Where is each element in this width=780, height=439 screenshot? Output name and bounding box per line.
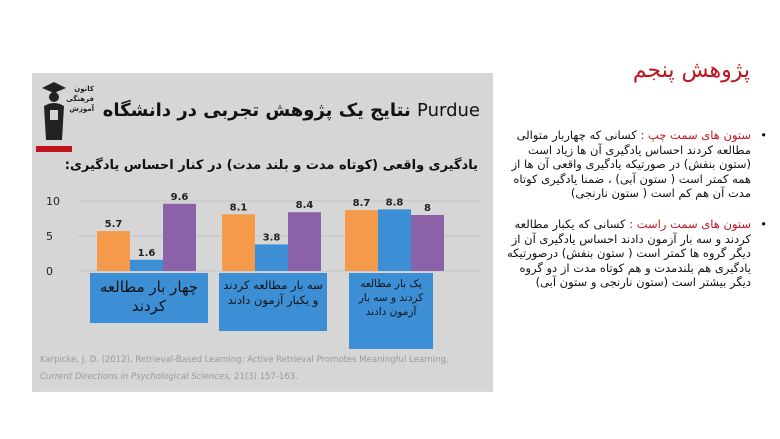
data-label: 1.6 xyxy=(137,247,156,259)
bar xyxy=(378,209,411,271)
bar xyxy=(130,260,163,271)
bullet-text: کسانی که یکبار مطالعه کردند و سه بار آزمون دادند احساس یادگیری آن از دیگر گروه ها کمتر است ( ستون بنفش) درصورتیکه یادگیری هم بلندمدت و هم کوتاه مدت از دو گروه دیگر بیشتر است (ستون نارنجی و ستون آبی) xyxy=(506,216,751,290)
bullet-highlight: ستون های سمت چپ : xyxy=(640,128,751,142)
data-label: 5.7 xyxy=(104,219,123,231)
citation-line-1: Karpicke, J. D. (2012), Retrieval-Based Learning: Active Retrieval Promotes Meaningful Learning, xyxy=(40,355,449,365)
category-label-3: یک بار مطالعه کردند و سه بار آزمون دادند xyxy=(349,273,433,349)
bullet-dot-icon: • xyxy=(760,216,767,231)
citation xyxy=(40,352,480,386)
category-label-1: چهار بار مطالعه کردند xyxy=(90,273,208,323)
bullet-dot-icon: • xyxy=(760,128,767,142)
data-label: 9.6 xyxy=(170,191,189,203)
panel-divider xyxy=(40,390,490,391)
bar xyxy=(411,215,444,271)
data-label: 8.1 xyxy=(229,202,248,214)
bar xyxy=(163,204,196,271)
bar xyxy=(222,214,255,271)
chart-subtitle: یادگیری واقعی (کوتاه مدت و بلند مدت) در کنار احساس یادگیری: xyxy=(64,158,478,173)
bar xyxy=(345,210,378,271)
institute-logo xyxy=(36,78,94,152)
data-label: 8.7 xyxy=(352,198,371,210)
logo-accent-bar xyxy=(36,146,72,152)
bar xyxy=(97,231,130,271)
bar xyxy=(255,244,288,271)
data-label: 8.4 xyxy=(295,200,314,212)
bullet-text: کسانی که چهاربار متوالی مطالعه کردند احساس یادگیری آن ها زیاد است (ستون بنفش) در صورتیکه یادگیری واقعی آن ها از همه کمتر است ( ستون آبی) ، ضمنا یادگیری کوتاه مدت آن هم کم است ( ستون نارنجی) xyxy=(511,128,751,201)
bullet-item-left-columns xyxy=(505,128,767,201)
citation-journal: Current Directions in Psychological Sciences, xyxy=(40,372,232,382)
bullet-item-right-columns xyxy=(505,217,767,290)
data-label: 8 xyxy=(424,203,431,214)
citation-volume: 21(3) 157-163. xyxy=(231,372,298,382)
y-tick-label: 5 xyxy=(46,230,53,243)
slide-title: پژوهش پنجم xyxy=(632,58,750,83)
y-tick-label: 10 xyxy=(46,195,60,208)
panel-title xyxy=(100,100,480,121)
data-label: 3.8 xyxy=(262,232,281,244)
data-label: 8.8 xyxy=(385,197,404,209)
bar xyxy=(288,212,321,271)
citation-line-2 xyxy=(40,369,480,386)
category-label-2: سه بار مطالعه کردند و یکبار آزمون دادند xyxy=(219,273,327,331)
bullet-list xyxy=(505,128,767,306)
bullet-highlight: ستون های سمت راست : xyxy=(629,216,751,231)
y-tick-label: 0 xyxy=(46,265,53,278)
logo-text: کانون فرهنگی آموزش xyxy=(66,85,94,113)
panel-title-en: Purdue xyxy=(417,100,480,121)
panel-title-fa: نتایج یک پژوهش تجربی در دانشگاه xyxy=(102,100,411,121)
